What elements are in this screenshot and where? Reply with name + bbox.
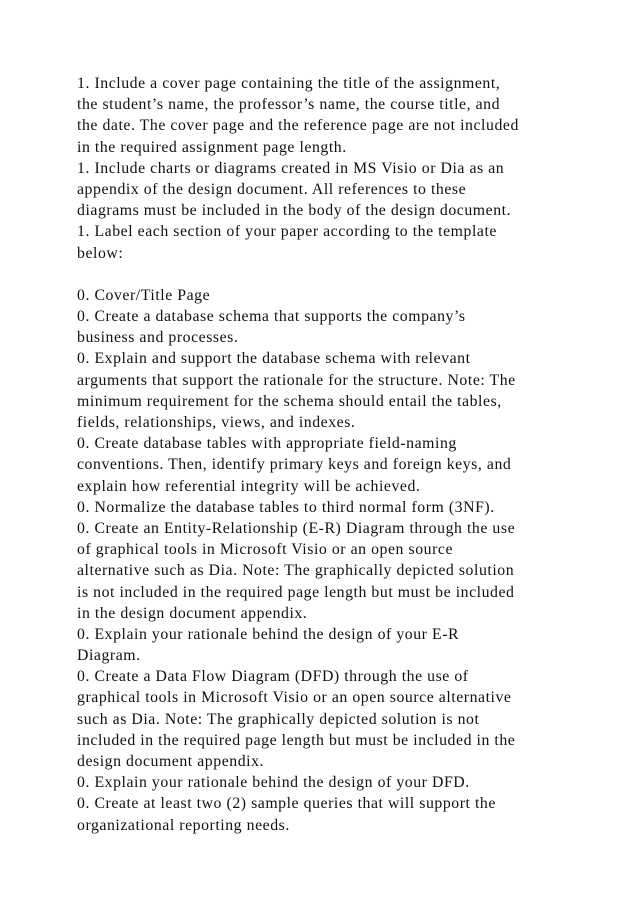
text-line: of graphical tools in Microsoft Visio or an open source: [77, 541, 454, 559]
text-line: below:: [77, 244, 124, 262]
text-line: 1. Include a cover page containing the title of the assignment,: [77, 75, 501, 92]
text-line: 0. Create a database schema that supports the company’s: [77, 308, 466, 326]
document-body: [77, 73, 557, 836]
text-line: the student’s name, the professor’s name, the course title, and: [77, 96, 501, 114]
text-line: design document appendix.: [77, 753, 265, 770]
text-line: explain how referential integrity will be achieved.: [77, 477, 421, 495]
text-line: minimum requirement for the schema should entail the tables,: [77, 392, 502, 410]
text-line: business and processes.: [77, 329, 239, 347]
text-line: 0. Create at least two (2) sample queries that will support the: [77, 795, 496, 813]
text-line: 1. Label each section of your paper according to the template: [77, 223, 497, 241]
text-line: the date. The cover page and the reference page are not included: [77, 117, 519, 135]
text-line: arguments that support the rationale for the structure. Note: The: [77, 371, 516, 389]
text-line: in the design document appendix.: [77, 604, 308, 622]
text-line: 0. Create database tables with appropriate field-naming: [77, 435, 457, 453]
text-line: alternative such as Dia. Note: The graphically depicted solution: [77, 562, 515, 580]
text-line: 0. Cover/Title Page: [77, 286, 211, 304]
text-line: 0. Create a Data Flow Diagram (DFD) through the use of: [77, 668, 469, 686]
text-line: fields, relationships, views, and indexes.: [77, 414, 356, 431]
blank-line: [77, 264, 557, 285]
text-line: included in the required page length but must be included in the: [77, 731, 516, 749]
text-line: graphical tools in Microsoft Visio or an open source alternative: [77, 689, 512, 707]
text-line: 0. Normalize the database tables to third normal form (3NF).: [77, 498, 495, 516]
text-line: organizational reporting needs.: [77, 816, 290, 834]
text-line: 0. Explain and support the database schema with relevant: [77, 350, 471, 368]
text-line: in the required assignment page length.: [77, 138, 347, 156]
text-line: 0. Create an Entity-Relationship (E-R) Diagram through the use: [77, 519, 516, 537]
text-line: 0. Explain your rationale behind the design of your E-R: [77, 625, 460, 643]
text-line: appendix of the design document. All references to these: [77, 180, 467, 198]
text-line: is not included in the required page length but must be included: [77, 583, 515, 601]
text-line: diagrams must be included in the body of the design document.: [77, 202, 512, 220]
text-line: such as Dia. Note: The graphically depicted solution is not: [77, 710, 480, 728]
text-line: Diagram.: [77, 647, 141, 665]
text-line: conventions. Then, identify primary keys and foreign keys, and: [77, 456, 512, 474]
text-line: 1. Include charts or diagrams created in MS Visio or Dia as an: [77, 159, 505, 177]
text-line: 0. Explain your rationale behind the design of your DFD.: [77, 774, 470, 792]
